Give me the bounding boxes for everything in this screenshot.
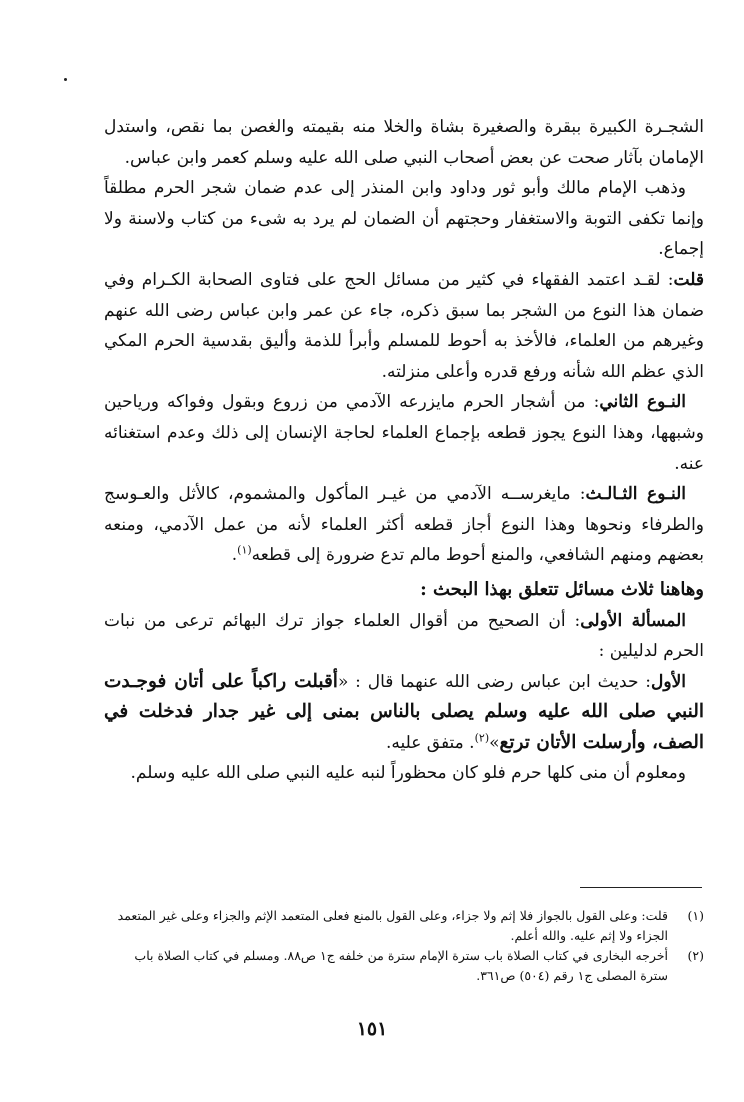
issue-heading: المسألة الأولى [580, 610, 686, 631]
paragraph-2 [104, 173, 704, 265]
footnote-number: (١) [687, 908, 704, 923]
paragraph-text: وذهب الإمام مالك وأبو ثور وداود وابن المنذر إلى عدم ضمان شجر الحرم مطلقاً وإنما تكفى التوبة والاستغفار وحجتهم أن الضمان لم يرد به شىء من كتاب ولاسنة ولا إجماع. [104, 178, 704, 260]
closing-text: ومعلوم أن منى كلها حرم فلو كان محظوراً لنبه عليه النبي صلى الله عليه وسلم. [130, 763, 686, 784]
paragraph-text: : مايغرســه الآدمي من غيـر المأكول والمشموم، كالأثل والعـوسج والطرفاء ونحوها وهذا النوع أجاز قطعه أكثر العلماء لأنه من عمل الآدمي، ومنعه بعضهم ومنهم الشافعي، والمنع أحوط مالم تدع ضرورة إلى قطعه [104, 484, 704, 566]
footnote-ref[interactable]: (٢) [474, 731, 490, 745]
footnote-text: قلت: وعلى القول بالجواز فلا إثم ولا جزاء، وعلى القول بالمنع فعلى المتعمد الإثم والجزاء وعلى غير المتعمد الجزاء ولا إثم عليه. والله أعلم. [117, 908, 668, 943]
paragraph-heading: النـوع الثـالـث [585, 484, 686, 505]
footnote-text: أخرجه البخارى في كتاب الصلاة باب سترة الإمام سترة من خلفه ج١ ص٨٨. ومسلم في كتاب الصلاة باب سترة المصلى ج١ رقم (٥٠٤) ص٣٦١. [134, 948, 668, 983]
proof-tail: . متفق عليه. [385, 732, 475, 753]
proof-heading: الأول [651, 671, 686, 692]
closing-paragraph [104, 758, 704, 789]
footnote-divider [580, 887, 702, 888]
footnote-ref[interactable]: (١) [237, 543, 252, 557]
main-text [104, 112, 704, 789]
issue-one [104, 606, 704, 667]
paragraph-1 [104, 112, 704, 173]
page-number: ١٥١ [356, 1018, 388, 1040]
footnote-number: (٢) [687, 948, 704, 963]
issue-text: : أن الصحيح من أقوال العلماء جواز ترك البهائم ترعى من نبات الحرم لدليلين : [104, 610, 704, 662]
paragraph-3 [104, 265, 704, 387]
footnote-2 [104, 946, 704, 986]
hadith-quote: أقبلت راكباً على أتان فوجـدت النبي صلى الله عليه وسلم يصلى بالناس بمنى إلى غير جدار فدخلت في الصف، وأرسلت الأتان ترتع [104, 670, 704, 753]
paragraph-4 [104, 387, 704, 479]
first-proof [104, 667, 704, 759]
quote-close: » [489, 732, 500, 753]
paragraph-heading: النـوع الثاني [599, 392, 686, 413]
scan-speck [64, 78, 67, 81]
section-title-text: وهاهنا ثلاث مسائل تتعلق بهذا البحث : [420, 578, 704, 600]
footnote-1 [104, 906, 704, 946]
paragraph-text: الشجـرة الكبيرة ببقرة والصغيرة بشاة والخلا منه بقيمته والغصن بما نقص، واستدل الإمامان بآثار صحت عن بعض أصحاب النبي صلى الله عليه وسلم كعمر وابن عباس. [104, 117, 704, 168]
paragraph-heading: قلت [673, 269, 704, 290]
paragraph-tail: . [231, 545, 238, 566]
paragraph-text: : من أشجار الحرم مايزرعه الآدمي من زروع وبقول وفواكه ورياحين وشبهها، وهذا النوع يجوز قطعه بإجماع العلماء لحاجة الإنسان إلى ذلك وعدم استغنائه عنه. [104, 392, 704, 474]
paragraph-5 [104, 479, 704, 571]
footnotes [104, 906, 704, 986]
paragraph-text: : لقـد اعتمد الفقهاء في كثير من مسائل الحج على فتاوى الصحابة الكـرام وفي ضمان هذا النوع من الشجر بما سبق ذكره، جاء عن عمر وابن عباس رضى الله عنهم وغيرهم من العلماء، فالأخذ به أحوط للمسلم وأبرأ للذمة وأليق بقدسية الحرم المكي الذي عظم الله شأنه ورفع قدره وأعلى منزلته. [104, 269, 704, 382]
section-title [104, 575, 704, 606]
proof-intro: : حديث ابن عباس رضى الله عنهما قال : « [337, 671, 652, 692]
